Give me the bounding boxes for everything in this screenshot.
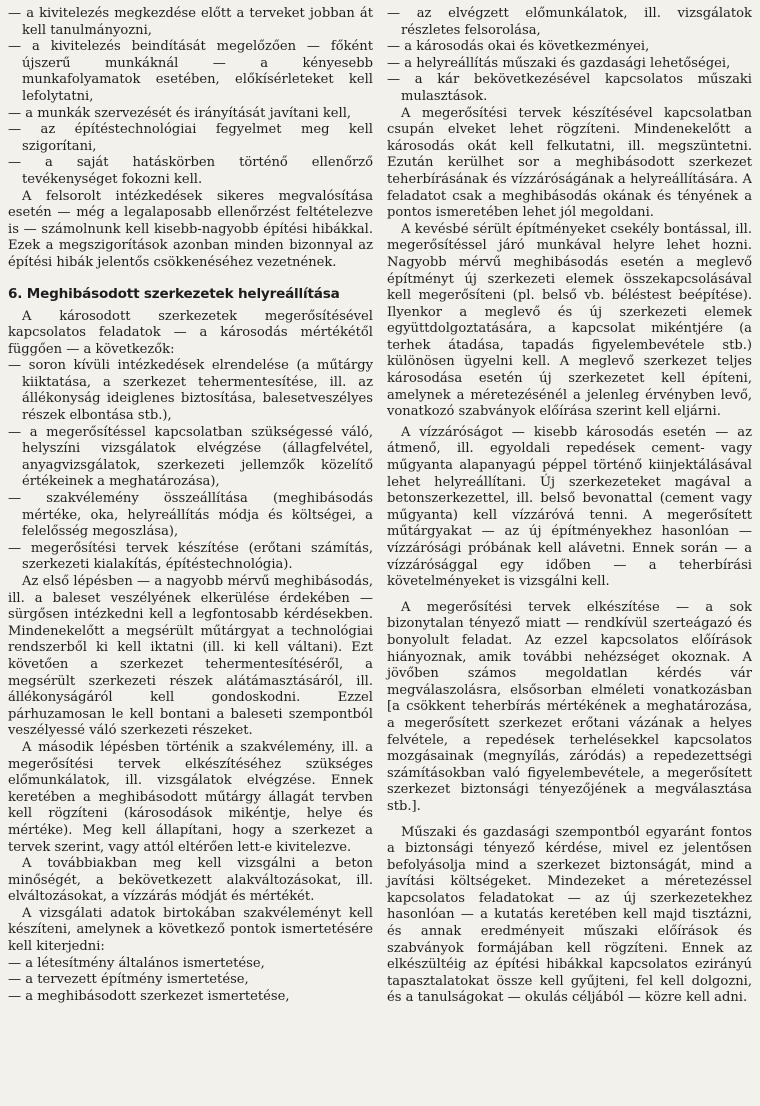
list-item: — a károsodás okai és következményei,	[387, 39, 650, 55]
paragraph: A felsorolt intézkedések sikeres megvalósítása esetén — még a legalaposabb ellenőrzést feltételezve is — számolnunk kell kisebb-nagyobb építési hibákkal. Ezek a megszigorítások azonban minden bizonnyal az építési hibák jelentős csökkenéséhez vezetnének.	[8, 188, 373, 270]
list-item: — a megerősítéssel kapcsolatban szükségessé váló, helyszíni vizsgálatok elvégzése (állagfelvétel, anyagvizsgálatok, szerkezeti jellemzők közelítő értékeinek a meghatározása),	[8, 424, 373, 490]
paragraph: A károsodott szerkezetek megerősítésével kapcsolatos feladatok — a károsodás mértékétől függően — a következők:	[8, 308, 373, 357]
paragraph: A megerősítési tervek elkészítése — a sok bizonytalan tényező miatt — rendkívül szerteágazó és bonyolult feladat. Az ezzel kapcsolatos előírások hiányoznak, amik további nehézséget okoznak. A jövőben számos megoldatlan kérdés vár megválaszolásra, elsősorban elméleti vonatkozásban [a csökkent teherbírás mértékének a meghatározása, a megerősített szerkezet erőtani vázának a helyes felvétele, a repedések terhelésekkel kapcsolatos mozgásainak (megnyílás, záródás) a repedezettségi számításokban való figyelembevétele, a megerősített szerkezet biztonsági tényezőjének a megválasztása stb.].	[387, 599, 752, 814]
list-item: — soron kívüli intézkedések elrendelése (a műtárgy kiiktatása, a szerkezet tehermentesítése, ill. az állékonyság ideiglenes biztosítása, balesetveszélyes részek elbontása stb.),	[8, 358, 373, 424]
right-column	[387, 6, 752, 1106]
list-item: — a tervezett építmény ismertetése,	[8, 972, 249, 988]
list-item: — a kár bekövetkezésével kapcsolatos műszaki mulasztások.	[387, 72, 752, 104]
list-item: — a saját hatáskörben történő ellenőrző tevékenységet fokozni kell.	[8, 155, 373, 187]
list-item: — a munkák szervezését és irányítását javítani kell,	[8, 105, 352, 121]
list-item: — az építéstechnológiai fegyelmet meg kell szigorítani,	[8, 122, 373, 154]
paragraph: A kevésbé sérült építményeket csekély bontással, ill. megerősítéssel járó munkával helyre lehet hozni. Nagyobb mérvű meghibásodás esetén a meglevő építményt új szerkezeti elemek összekapcsolásával kell megerősíteni (pl. belső vb. béléstest beépítése). Ilyenkor a meglevő és új szerkezeti elemek együttdolgoztatására, a kapcsolat mikéntjére (a terhek átadása, tapadás figyelembevétele stb.) különösen ügyelni kell. A meglevő szerkezet teljes károsodása esetén új szerkezetet kell építeni, amelynek a méretezésénél a jelenleg érvényben levő, vonatkozó szabványok előírása szerint kell eljárni.	[387, 221, 752, 420]
list-item: — a meghibásodott szerkezet ismertetése,	[8, 988, 290, 1004]
paragraph: A második lépésben történik a szakvélemény, ill. a megerősítési tervek elkészítéséhez szükséges előmunkálatok, ill. vizsgálatok elvégzése. Ennek keretében a meghibásodott műtárgy állagát tervben kell rögzíteni (károsodások mikéntje, helye és mértéke). Meg kell állapítani, hogy a szerkezet a tervek szerint, vagy attól eltérően lett-e kivitelezve.	[8, 739, 373, 855]
list-item: — az elvégzett előmunkálatok, ill. vizsgálatok részletes felsorolása,	[387, 6, 752, 38]
section-heading: 6. Meghibásodott szerkezetek helyreállítása	[8, 285, 340, 302]
paragraph: Az első lépésben — a nagyobb mérvű meghibásodás, ill. a baleset veszélyének elkerülése érdekében — sürgősen intézkedni kell a legfontosabb kérdésekben. Mindenekelőtt a megsérült műtárgyat a technológiai rendszerből ki kell iktatni (ill. ki kell váltani). Ezt követően a szerkezet tehermentesítéséről, a megsérült szerkezeti részek alátámasztásáról, ill. állékonyságáról kell gondoskodni. Ezzel párhuzamosan le kell bontani a baleseti szempontból veszélyessé váló szerkezeti részeket.	[8, 574, 373, 739]
paragraph: A megerősítési tervek készítésével kapcsolatban csupán elveket lehet rögzíteni. Mindenekelőtt a károsodás okát kell felkutatni, ill. megszüntetni. Ezután kerülhet sor a meghibásodott szerkezet teherbírásának és vízzáróságának a helyreállítására. A feladatot csak a meghibásodás okának és tényének a pontos ismeretében lehet jól megoldani.	[387, 105, 752, 221]
paragraph: Műszaki és gazdasági szempontból egyaránt fontos a biztonsági tényező kérdése, mivel ez jelentősen befolyásolja mind a szerkezet biztonságát, mind a javítási költségeket. Mindezeket a méretezéssel kapcsolatos feladatokat — az új szerkezetekhez hasonlóan — a kutatás keretében kell majd tisztázni, és annak eredményeit műszaki előírások és szabványok formájában kell rögzíteni. Ennek az elkészültéig az építési hibákkal kapcsolatos ezirányú tapasztalatokat össze kell gyűjteni, fel kell dolgozni, és a tanulságokat — okulás céljából — közre kell adni.	[387, 824, 752, 1006]
left-column	[8, 6, 373, 1106]
paragraph: A vízzáróságot — kisebb károsodás esetén — az átmenő, ill. egyoldali repedések cement- vagy műgyanta alapanyagú péppel történő kiinjektálásával lehet helyreállítani. Új szerkezeteket magával a betonszerkezettel, ill. belső bevonattal (cement vagy műgyanta) kell vízzáróvá tenni. A megerősített műtárgyakat — az új építményekhez hasonlóan — vízzárósági próbának kell alávetni. Ennek során — a vízzárósággal egy időben — a teherbírási követelményeket is vizsgálni kell.	[387, 424, 752, 590]
paragraph: A vizsgálati adatok birtokában szakvéleményt kell készíteni, amelynek a következő pontok ismertetésére kell kiterjedni:	[8, 905, 373, 955]
list-item: — a helyreállítás műszaki és gazdasági lehetőségei,	[387, 55, 731, 71]
list-item: — megerősítési tervek készítése (erőtani számítás, szerkezeti kialakítás, építéstechnológia).	[8, 540, 373, 573]
list-item: — szakvélemény összeállítása (meghibásodás mértéke, oka, helyreállítás módja és költségei, a felelősség megoszlása),	[8, 491, 373, 540]
list-item: — a kivitelezés beindítását megelőzően — főként újszerű munkáknál — a kényesebb munkafolyamatok esetében, előkísérleteket kell lefolytatni,	[8, 39, 373, 104]
paragraph: A továbbiakban meg kell vizsgálni a beton minőségét, a bekövetkezett alakváltozásokat, ill. elváltozásokat, a vízzárás módját és mértékét.	[8, 856, 373, 905]
list-item: — a létesítmény általános ismertetése,	[8, 955, 265, 971]
list-item: — a kivitelezés megkezdése előtt a terveket jobban át kell tanulmányozni,	[8, 6, 373, 38]
